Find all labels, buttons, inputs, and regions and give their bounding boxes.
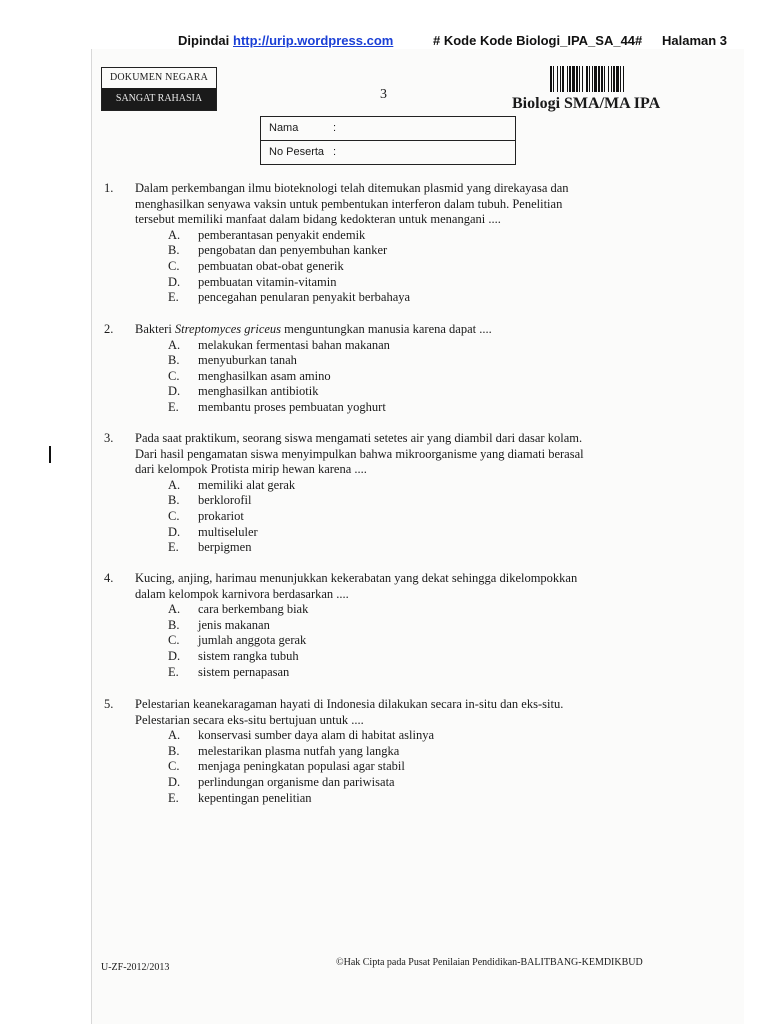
answer-option[interactable] <box>168 509 295 525</box>
option-text: melakukan fermentasi bahan makanan <box>198 337 390 352</box>
option-letter: E. <box>168 664 179 679</box>
option-letter: B. <box>168 493 180 508</box>
option-letter: D. <box>168 384 181 399</box>
answer-option[interactable] <box>168 275 410 291</box>
option-text: memiliki alat gerak <box>198 477 296 492</box>
option-list <box>168 478 295 556</box>
option-letter: C. <box>168 368 180 383</box>
identity-table <box>260 116 516 165</box>
option-letter: B. <box>168 243 180 258</box>
participant-number-field[interactable] <box>261 141 515 164</box>
answer-option[interactable] <box>168 649 308 665</box>
barcode-icon <box>548 64 672 94</box>
option-letter: E. <box>168 290 179 305</box>
stem-line: Pada saat praktikum, seorang siswa mengamati setetes air yang diambil dari dasar kolam. <box>135 431 583 445</box>
question-stem <box>135 181 768 228</box>
document-classification-box <box>101 67 217 111</box>
answer-option[interactable] <box>168 243 410 259</box>
option-text: pencegahan penularan penyakit berbahaya <box>198 290 411 305</box>
option-text: multiseluler <box>198 524 258 539</box>
option-letter: C. <box>168 759 180 774</box>
answer-option[interactable] <box>168 353 390 369</box>
option-text: jenis makanan <box>198 617 270 632</box>
doc-box-bottom: SANGAT RAHASIA <box>102 88 216 110</box>
option-letter: A. <box>168 477 181 492</box>
option-letter: E. <box>168 790 179 805</box>
answer-option[interactable] <box>168 665 308 681</box>
option-text: pemberantasan penyakit endemik <box>198 227 366 242</box>
option-letter: D. <box>168 648 181 663</box>
option-text: pembuatan vitamin-vitamin <box>198 274 337 289</box>
option-list <box>168 728 434 806</box>
option-text: menyuburkan tanah <box>198 353 297 368</box>
header-code: # Kode Kode Biologi_IPA_SA_44# <box>433 33 643 48</box>
footer-code: U-ZF-2012/2013 <box>101 962 170 973</box>
option-letter: A. <box>168 227 181 242</box>
option-text: cara berkembang biak <box>198 602 309 617</box>
option-text: perlindungan organisme dan pariwisata <box>198 774 395 789</box>
option-list <box>168 602 308 680</box>
option-letter: C. <box>168 633 180 648</box>
option-text: prokariot <box>198 508 244 523</box>
stem-line: Dalam perkembangan ilmu bioteknologi telah ditemukan plasmid yang direkayasa dan <box>135 181 569 195</box>
page-number: 3 <box>380 87 387 102</box>
option-text: berpigmen <box>198 540 252 555</box>
option-letter: A. <box>168 337 181 352</box>
answer-option[interactable] <box>168 775 434 791</box>
option-text: melestarikan plasma nutfah yang langka <box>198 743 400 758</box>
answer-option[interactable] <box>168 290 410 306</box>
option-letter: D. <box>168 274 181 289</box>
answer-option[interactable] <box>168 228 410 244</box>
option-letter: E. <box>168 399 179 414</box>
option-letter: C. <box>168 258 180 273</box>
header-link[interactable]: http://urip.wordpress.com <box>233 33 394 48</box>
answer-option[interactable] <box>168 744 434 760</box>
name-label: Nama <box>269 122 299 134</box>
header-prefix: Dipindai <box>178 33 230 48</box>
option-list <box>168 338 390 416</box>
answer-option[interactable] <box>168 633 308 649</box>
stem-line: Bakteri Streptomyces griceus menguntungkan manusia karena dapat .... <box>135 322 492 336</box>
answer-option[interactable] <box>168 525 295 541</box>
option-letter: D. <box>168 524 181 539</box>
option-text: sistem rangka tubuh <box>198 648 299 663</box>
option-text: pengobatan dan penyembuhan kanker <box>198 243 388 258</box>
name-field[interactable] <box>261 117 515 141</box>
question-number: 3. <box>104 431 114 445</box>
option-letter: D. <box>168 774 181 789</box>
answer-option[interactable] <box>168 338 390 354</box>
scan-header <box>0 33 768 51</box>
question-stem <box>135 322 768 338</box>
option-letter: B. <box>168 743 180 758</box>
option-letter: A. <box>168 728 181 743</box>
answer-option[interactable] <box>168 478 295 494</box>
option-text: menjaga peningkatan populasi agar stabil <box>198 759 405 774</box>
answer-option[interactable] <box>168 259 410 275</box>
answer-option[interactable] <box>168 384 390 400</box>
header-page: Halaman 3 <box>662 33 728 48</box>
stem-line: Dari hasil pengamatan siswa menyimpulkan bahwa mikroorganisme yang diamati berasal <box>135 446 584 461</box>
answer-option[interactable] <box>168 728 434 744</box>
option-letter: B. <box>168 617 180 632</box>
option-text: berklorofil <box>198 493 252 508</box>
participant-number-sep: : <box>333 146 337 158</box>
option-letter: C. <box>168 508 180 523</box>
answer-option[interactable] <box>168 493 295 509</box>
question-stem <box>135 697 768 728</box>
answer-option[interactable] <box>168 369 390 385</box>
stem-line: Kucing, anjing, harimau menunjukkan kekerabatan yang dekat sehingga dikelompokkan <box>135 571 578 585</box>
answer-option[interactable] <box>168 540 295 556</box>
answer-option[interactable] <box>168 400 390 416</box>
question-stem <box>135 431 768 478</box>
answer-option[interactable] <box>168 791 434 807</box>
stem-line: tersebut memiliki manfaat dalam bidang kedokteran untuk menangani .... <box>135 212 501 227</box>
margin-mark <box>49 446 51 463</box>
question-number: 5. <box>104 697 114 711</box>
participant-number-label: No Peserta <box>269 146 325 158</box>
stem-line: dari kelompok Protista mirip hewan karena .... <box>135 462 367 477</box>
stem-line: menghasilkan senyawa vaksin untuk pembentukan interferon dalam tubuh. Penelitian <box>135 196 563 211</box>
option-letter: E. <box>168 540 179 555</box>
option-list <box>168 228 410 306</box>
question-number: 2. <box>104 322 114 336</box>
stem-line: dalam kelompok karnivora berdasarkan .... <box>135 586 349 601</box>
option-text: konservasi sumber daya alam di habitat aslinya <box>198 728 435 743</box>
answer-option[interactable] <box>168 759 434 775</box>
answer-option[interactable] <box>168 602 308 618</box>
option-text: menghasilkan asam amino <box>198 368 331 383</box>
option-text: sistem pernapasan <box>198 664 290 679</box>
footer-copyright: ©Hak Cipta pada Pusat Penilaian Pendidikan-BALITBANG-KEMDIKBUD <box>336 957 643 968</box>
doc-box-top: DOKUMEN NEGARA <box>109 72 209 83</box>
question-number: 1. <box>104 181 114 195</box>
question-stem <box>135 571 768 602</box>
option-text: membantu proses pembuatan yoghurt <box>198 399 386 414</box>
option-letter: A. <box>168 602 181 617</box>
stem-line: Pelestarian keanekaragaman hayati di Indonesia dilakukan secara in-situ dan eks-situ. <box>135 697 564 711</box>
option-text: kepentingan penelitian <box>198 790 312 805</box>
option-text: pembuatan obat-obat generik <box>198 258 344 273</box>
answer-option[interactable] <box>168 618 308 634</box>
option-text: jumlah anggota gerak <box>198 633 307 648</box>
subject-title: Biologi SMA/MA IPA <box>512 95 661 112</box>
question-number: 4. <box>104 571 114 585</box>
option-letter: B. <box>168 353 180 368</box>
name-sep: : <box>333 122 337 134</box>
option-text: menghasilkan antibiotik <box>198 384 319 399</box>
stem-line: Pelestarian secara eks-situ bertujuan untuk .... <box>135 712 364 727</box>
